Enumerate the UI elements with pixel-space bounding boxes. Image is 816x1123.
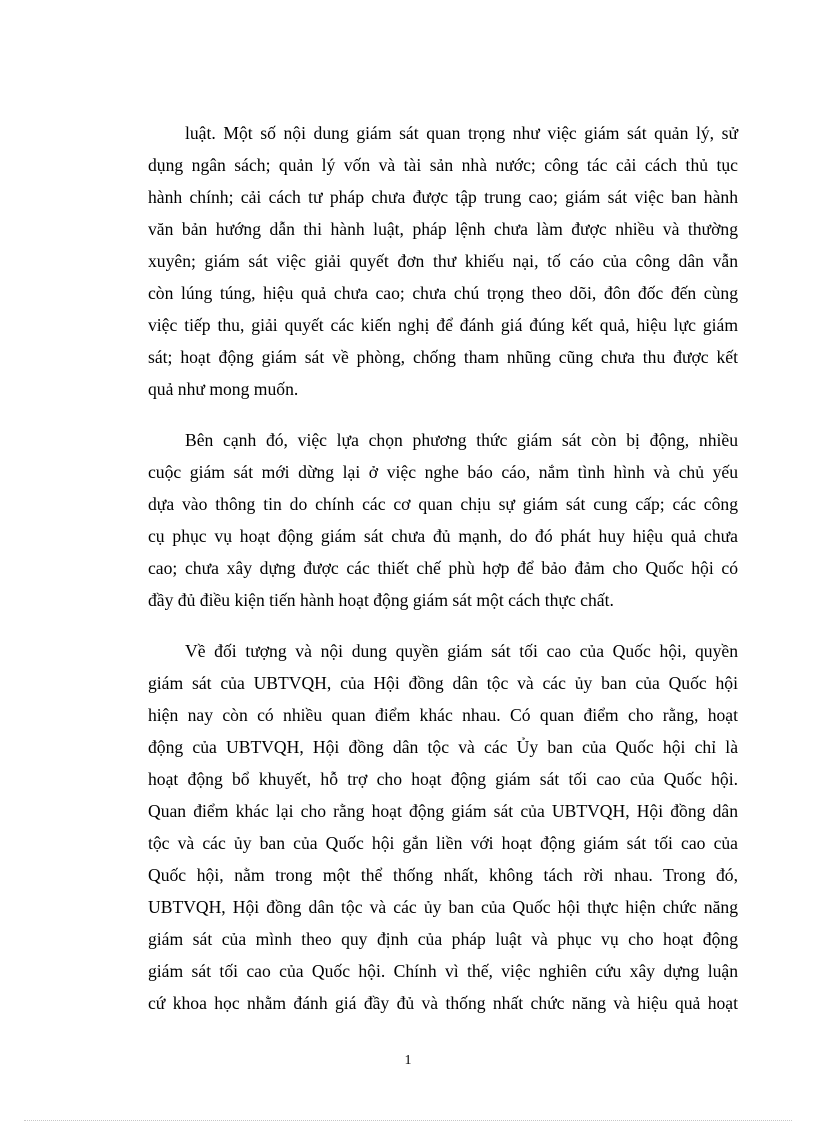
text-line: cụ phục vụ hoạt động giám sát chưa đủ mạnh, do đó phát huy hiệu quả chưa [148, 526, 738, 546]
body-text [148, 117, 738, 1019]
text-line: cứ khoa học nhằm đánh giá đầy đủ và thống nhất chức năng và hiệu quả hoạt [148, 993, 738, 1013]
text-line: giám sát của mình theo quy định của pháp luật và phục vụ cho hoạt động [148, 929, 738, 949]
text-line: Về đối tượng và nội dung quyền giám sát tối cao của Quốc hội, quyền [185, 641, 738, 661]
text-line: hiện nay còn có nhiều quan điểm khác nhau. Có quan điểm cho rằng, hoạt [148, 705, 738, 725]
text-line: Quốc hội, nằm trong một thể thống nhất, không tách rời nhau. Trong đó, [148, 865, 738, 885]
text-line: tộc và các ủy ban của Quốc hội gắn liền với hoạt động giám sát tối cao của [148, 833, 738, 853]
text-line: động của UBTVQH, Hội đồng dân tộc và các Ủy ban của Quốc hội chỉ là [148, 737, 738, 757]
paragraph-2 [148, 424, 738, 616]
text-line: xuyên; giám sát việc giải quyết đơn thư khiếu nại, tố cáo của công dân vẫn [148, 251, 738, 271]
text-line: việc tiếp thu, giải quyết các kiến nghị để đánh giá đúng kết quả, hiệu lực giám [148, 315, 738, 335]
paragraph-3 [148, 635, 738, 1019]
paragraph-spacer [148, 616, 738, 635]
text-line: dựa vào thông tin do chính các cơ quan chịu sự giám sát cung cấp; các công [148, 494, 738, 514]
text-line: cuộc giám sát mới dừng lại ở việc nghe báo cáo, nắm tình hình và chủ yếu [148, 462, 738, 482]
text-line: Quan điểm khác lại cho rằng hoạt động giám sát của UBTVQH, Hội đồng dân [148, 801, 738, 821]
text-line: hoạt động bổ khuyết, hỗ trợ cho hoạt động giám sát tối cao của Quốc hội. [148, 769, 738, 789]
text-line: giám sát của UBTVQH, của Hội đồng dân tộc và các ủy ban của Quốc hội [148, 673, 738, 693]
text-line: văn bản hướng dẫn thi hành luật, pháp lệnh chưa làm được nhiều và thường [148, 219, 738, 239]
text-line: còn lúng túng, hiệu quả chưa cao; chưa chú trọng theo dõi, đôn đốc đến cùng [148, 283, 738, 303]
text-line: đầy đủ điều kiện tiến hành hoạt động giám sát một cách thực chất. [148, 590, 614, 610]
text-line: Bên cạnh đó, việc lựa chọn phương thức giám sát còn bị động, nhiều [185, 430, 738, 450]
page-bottom-divider [24, 1120, 792, 1121]
paragraph-spacer [148, 405, 738, 424]
text-line: UBTVQH, Hội đồng dân tộc và các ủy ban của Quốc hội thực hiện chức năng [148, 897, 738, 917]
text-line: sát; hoạt động giám sát về phòng, chống tham nhũng cũng chưa thu được kết [148, 347, 738, 367]
page-number: 1 [404, 1053, 412, 1068]
text-line: giám sát tối cao của Quốc hội. Chính vì thế, việc nghiên cứu xây dựng luận [148, 961, 738, 981]
text-line: dụng ngân sách; quản lý vốn và tài sản nhà nước; công tác cải cách thủ tục [148, 155, 738, 175]
text-line: hành chính; cải cách tư pháp chưa được tập trung cao; giám sát việc ban hành [148, 187, 738, 207]
text-line: luật. Một số nội dung giám sát quan trọng như việc giám sát quản lý, sử [185, 123, 738, 143]
text-line: cao; chưa xây dựng được các thiết chế phù hợp để bảo đảm cho Quốc hội có [148, 558, 738, 578]
paragraph-1 [148, 117, 738, 405]
text-line: quả như mong muốn. [148, 379, 299, 399]
